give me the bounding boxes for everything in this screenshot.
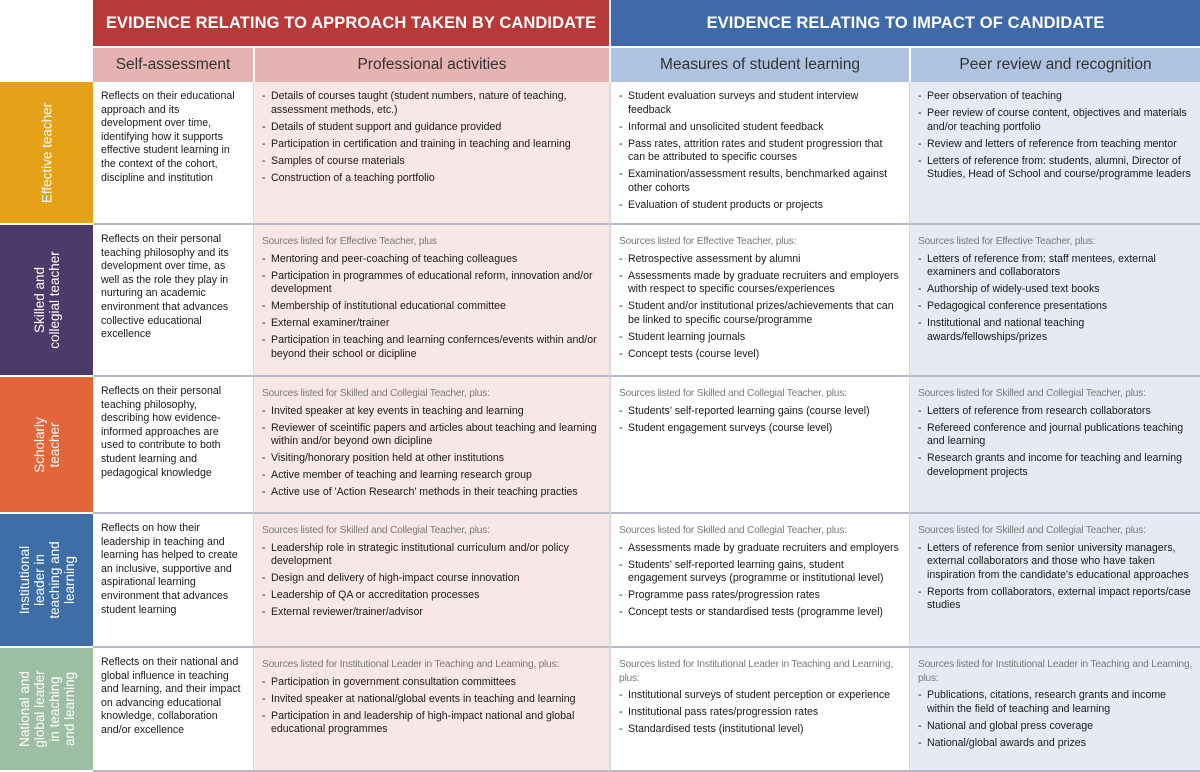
- list-item: - External examiner/trainer: [262, 317, 601, 331]
- row-label-text: Skilled and collegial teacher: [31, 251, 62, 349]
- sources-note: Sources listed for Institutional Leader in Teaching and Learning, plus:: [918, 659, 1192, 684]
- row-label-text: Scholarly teacher: [31, 416, 62, 473]
- list-item: - Mentoring and peer-coaching of teaching colleagues: [262, 253, 601, 267]
- row-label-skilled-collegial-teacher: [0, 225, 93, 377]
- measures-of-learning-list: [619, 405, 901, 436]
- self-assessment-text: Reflects on their educational approach and its development over time, identifying how it supports effective student learning in the context of the cohort, discipline and institution: [101, 90, 235, 184]
- list-item: - National/global awards and prizes: [918, 737, 1192, 751]
- self-assessment-cell: [93, 648, 253, 772]
- list-item: - Refereed conference and journal publications teaching and learning: [918, 422, 1192, 449]
- row-label-institutional-leader: [0, 514, 93, 648]
- sources-note: Sources listed for Effective Teacher, plus:: [619, 236, 797, 247]
- peer-review-cell: [909, 514, 1200, 648]
- self-assessment-text: Reflects on how their leadership in teaching and learning has helped to create an inclusive, supportive and aspirational learning environment that advances student learning: [101, 522, 238, 616]
- list-item: - Reviewer of sceintific papers and articles about teaching and learning within and/or beyond own dicipline: [262, 422, 601, 449]
- measures-of-learning-cell: [609, 514, 909, 648]
- list-item: - Examination/assessment results, benchmarked against other cohorts: [619, 168, 901, 195]
- peer-review-header: Peer review and recognition: [909, 46, 1200, 82]
- list-item: - Publications, citations, research grants and income within the field of teaching and learning: [918, 689, 1192, 716]
- list-item: - Research grants and income for teaching and learning development projects: [918, 452, 1192, 479]
- professional-activities-cell: [253, 82, 609, 225]
- list-item: - External reviewer/trainer/advisor: [262, 606, 601, 620]
- measures-of-learning-cell: [609, 377, 909, 514]
- list-item: - Letters of reference from research collaborators: [918, 405, 1192, 419]
- professional-activities-cell: [253, 514, 609, 648]
- peer-review-list: [918, 689, 1192, 750]
- peer-review-list: [918, 542, 1192, 613]
- professional-activities-cell: [253, 225, 609, 377]
- list-item: - Peer review of course content, objectives and materials and/or teaching portfolio: [918, 107, 1192, 134]
- list-item: - Participation in government consultation committees: [262, 676, 601, 690]
- peer-review-list: [918, 90, 1192, 182]
- list-item: - Membership of institutional educational committee: [262, 300, 601, 314]
- list-item: - Letters of reference from: staff mentees, external examiners and collaborators: [918, 253, 1192, 280]
- list-item: - Samples of course materials: [262, 155, 601, 169]
- sources-note: Sources listed for Skilled and Collegial Teacher, plus:: [262, 388, 490, 399]
- self-assessment-cell: [93, 514, 253, 648]
- list-item: - Leadership of QA or accreditation processes: [262, 589, 601, 603]
- approach-header: EVIDENCE RELATING TO APPROACH TAKEN BY CANDIDATE: [93, 0, 609, 46]
- list-item: - Institutional surveys of student perception or experience: [619, 689, 901, 703]
- impact-header: EVIDENCE RELATING TO IMPACT OF CANDIDATE: [609, 0, 1200, 46]
- sources-note: Sources listed for Effective Teacher, plus: [262, 236, 437, 247]
- list-item: - Students' self-reported learning gains (course level): [619, 405, 901, 419]
- list-item: - Authorship of widely-used text books: [918, 283, 1192, 297]
- list-item: - Institutional pass rates/progression rates: [619, 706, 901, 720]
- list-item: - Students' self-reported learning gains, student engagement surveys (programme or institutional level): [619, 559, 901, 586]
- professional-activities-list: [262, 542, 601, 620]
- list-item: - Student engagement surveys (course level): [619, 422, 901, 436]
- list-item: - Evaluation of student products or projects: [619, 199, 901, 213]
- self-assessment-cell: [93, 377, 253, 514]
- list-item: - National and global press coverage: [918, 720, 1192, 734]
- self-assessment-cell: [93, 225, 253, 377]
- measures-of-learning-cell: [609, 648, 909, 772]
- list-item: - Details of student support and guidance provided: [262, 121, 601, 135]
- list-item: - Participation in certification and training in teaching and learning: [262, 138, 601, 152]
- sources-note: Sources listed for Skilled and Collegial Teacher, plus:: [918, 525, 1146, 536]
- list-item: - Peer observation of teaching: [918, 90, 1192, 104]
- list-item: - Concept tests or standardised tests (programme level): [619, 606, 901, 620]
- list-item: - Invited speaker at national/global events in teaching and learning: [262, 693, 601, 707]
- peer-review-list: [918, 405, 1192, 480]
- list-item: - Standardised tests (institutional level): [619, 723, 901, 737]
- sources-note: Sources listed for Skilled and Collegial Teacher, plus:: [262, 525, 490, 536]
- list-item: - Visiting/honorary position held at other institutions: [262, 452, 601, 466]
- list-item: - Institutional and national teaching awards/fellowships/prizes: [918, 317, 1192, 344]
- list-item: - Invited speaker at key events in teaching and learning: [262, 405, 601, 419]
- self-assessment-header: Self-assessment: [93, 46, 253, 82]
- professional-activities-list: [262, 90, 601, 185]
- professional-activities-cell: [253, 377, 609, 514]
- list-item: - Informal and unsolicited student feedback: [619, 121, 901, 135]
- measures-of-learning-list: [619, 542, 901, 620]
- peer-review-cell: [909, 377, 1200, 514]
- sources-note: Sources listed for Effective Teacher, plus:: [918, 236, 1096, 247]
- list-item: - Participation in teaching and learning confernces/events within and/or beyond their school or dicipline: [262, 334, 601, 361]
- row-label-effective-teacher: [0, 82, 93, 225]
- self-assessment-text: Reflects on their personal teaching philosophy and its development over time, as well as the role they play in nurturing an academic environment that advances collective educational excellence: [101, 233, 229, 341]
- sources-note: Sources listed for Skilled and Collegial Teacher, plus:: [918, 388, 1146, 399]
- measures-of-learning-list: [619, 90, 901, 212]
- list-item: - Assessments made by graduate recruiters and employers: [619, 542, 901, 556]
- header-corner: [0, 0, 93, 46]
- peer-review-cell: [909, 648, 1200, 772]
- list-item: - Retrospective assessment by alumni: [619, 253, 901, 267]
- list-item: - Pedagogical conference presentations: [918, 300, 1192, 314]
- list-item: - Student learning journals: [619, 331, 901, 345]
- list-item: - Review and letters of reference from teaching mentor: [918, 138, 1192, 152]
- self-assessment-cell: [93, 82, 253, 225]
- list-item: - Active use of 'Action Research' methods in their teaching practies: [262, 486, 601, 500]
- list-item: - Pass rates, attrition rates and student progression that can be attributed to specific courses: [619, 138, 901, 165]
- list-item: - Participation in and leadership of high-impact national and global educational programmes: [262, 710, 601, 737]
- list-item: - Student and/or institutional prizes/achievements that can be linked to specific course/programme: [619, 300, 901, 327]
- measures-of-learning-list: [619, 689, 901, 737]
- professional-activities-list: [262, 405, 601, 500]
- measures-of-learning-list: [619, 253, 901, 362]
- peer-review-list: [918, 253, 1192, 345]
- measures-of-learning-cell: [609, 82, 909, 225]
- list-item: - Letters of reference from senior university managers, external collaborators and those who have taken inspiration from the candidate's educational approaches: [918, 542, 1192, 583]
- row-label-scholarly-teacher: [0, 377, 93, 514]
- list-item: - Letters of reference from: students, alumni, Director of Studies, Head of School and course/programme leaders: [918, 155, 1192, 182]
- self-assessment-text: Reflects on their personal teaching philosophy, describing how evidence-informed approaches are used to contribute to both student learning and pedagogical knowledge: [101, 385, 222, 479]
- sources-note: Sources listed for Institutional Leader in Teaching and Learning, plus:: [619, 659, 893, 684]
- peer-review-cell: [909, 82, 1200, 225]
- row-label-text: Effective teacher: [39, 102, 54, 203]
- professional-activities-cell: [253, 648, 609, 772]
- list-item: - Leadership role in strategic institutional curriculum and/or policy development: [262, 542, 601, 569]
- list-item: - Details of courses taught (student numbers, nature of teaching, assessment methods, etc.): [262, 90, 601, 117]
- list-item: - Construction of a teaching portfolio: [262, 172, 601, 186]
- professional-activities-list: [262, 253, 601, 362]
- list-item: - Active member of teaching and learning research group: [262, 469, 601, 483]
- row-label-text: Institutional leader in teaching and learning: [16, 541, 77, 619]
- subheader-corner: [0, 46, 93, 82]
- list-item: - Student evaluation surveys and student interview feedback: [619, 90, 901, 117]
- sources-note: Sources listed for Skilled and Collegial Teacher, plus:: [619, 525, 847, 536]
- row-label-text: National and global leader in teaching and learning: [16, 670, 77, 748]
- sources-note: Sources listed for Skilled and Collegial Teacher, plus:: [619, 388, 847, 399]
- list-item: - Concept tests (course level): [619, 348, 901, 362]
- row-label-national-global-leader: [0, 648, 93, 772]
- list-item: - Participation in programmes of educational reform, innovation and/or development: [262, 270, 601, 297]
- peer-review-cell: [909, 225, 1200, 377]
- sources-note: Sources listed for Institutional Leader in Teaching and Learning, plus:: [262, 659, 560, 670]
- list-item: - Programme pass rates/progression rates: [619, 589, 901, 603]
- self-assessment-text: Reflects on their national and global influence in teaching and learning, and their impact on advancing educational knowledge, collaboration and/or excellence: [101, 656, 241, 736]
- professional-activities-header: Professional activities: [253, 46, 609, 82]
- list-item: - Assessments made by graduate recruiters and employers with respect to specific courses/experiences: [619, 270, 901, 297]
- measures-of-learning-cell: [609, 225, 909, 377]
- professional-activities-list: [262, 676, 601, 737]
- list-item: - Reports from collaborators, external impact reports/case studies: [918, 586, 1192, 613]
- list-item: - Design and delivery of high-impact course innovation: [262, 572, 601, 586]
- measures-header: Measures of student learning: [609, 46, 909, 82]
